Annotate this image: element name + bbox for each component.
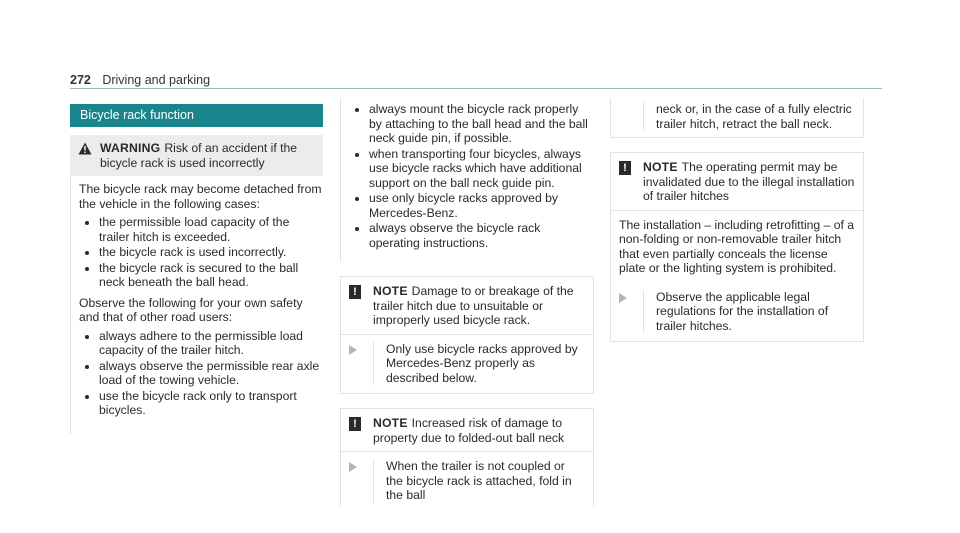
note-header: [341, 277, 593, 335]
rules-list: [79, 329, 323, 418]
section-title: Driving and parking: [102, 73, 211, 87]
note-keyword: NOTE: [373, 284, 408, 298]
header-rule: [70, 88, 882, 89]
note-action: [611, 284, 863, 342]
rules-continued: [340, 98, 594, 262]
column-3: [610, 98, 864, 342]
bullet-icon: [85, 267, 89, 271]
observe-paragraph: Observe the following for your own safety and that of other road users:: [79, 295, 303, 324]
note-message: The operating permit may be invalidated due to the illegal installation of trailer hitches: [643, 160, 855, 203]
list-item: use the bicycle rack only to transport bicycles.: [79, 389, 323, 418]
bullet-icon: [85, 251, 89, 255]
note-action-text: Observe the applicable legal regulations for the installation of trailer hitches.: [643, 290, 855, 334]
exclamation-icon: !: [349, 417, 361, 431]
note-action-text: When the trailer is not coupled or the bicycle rack is attached, fold in the ball: [373, 459, 585, 503]
list-item: always observe the permissible rear axle load of the towing vehicle.: [79, 359, 323, 388]
note-keyword: NOTE: [643, 160, 678, 174]
bullet-icon: [355, 197, 359, 201]
cases-list: [79, 215, 323, 290]
list-item: always observe the bicycle rack operating instructions.: [349, 221, 594, 250]
bullet-icon: [85, 221, 89, 225]
warning-box: [70, 135, 323, 176]
arrow-right-icon: [349, 344, 361, 386]
note-body: [611, 211, 863, 284]
list-item: the bicycle rack is secured to the ball neck beneath the ball head.: [79, 261, 323, 290]
list-item: use only bicycle racks approved by Mercedes-Benz.: [349, 191, 594, 220]
note-box: [340, 276, 594, 394]
list-item: the bicycle rack is used incorrectly.: [79, 245, 323, 260]
bullet-icon: [355, 227, 359, 231]
note-box: [340, 408, 594, 507]
warning-text: [100, 141, 315, 170]
list-item: when transporting four bicycles, always use bicycle racks which have additional support on the ball neck guide pin.: [349, 147, 594, 191]
list-item: always adhere to the permissible load capacity of the trailer hitch.: [79, 329, 323, 358]
warning-body: [70, 176, 323, 434]
page-number: 272: [70, 73, 91, 87]
list-item: the permissible load capacity of the trailer hitch is exceeded.: [79, 215, 323, 244]
note-header: [341, 409, 593, 452]
intro-paragraph: The bicycle rack may become detached from the vehicle in the following cases:: [79, 182, 322, 211]
arrow-right-icon: [349, 461, 361, 503]
bullet-icon: [85, 395, 89, 399]
note-keyword: NOTE: [373, 416, 408, 430]
warning-message: Risk of an accident if the bicycle rack is used incorrectly: [100, 141, 298, 170]
rules-list-continued: [349, 102, 594, 250]
exclamation-icon: !: [619, 161, 631, 175]
bullet-icon: [85, 365, 89, 369]
bullet-icon: [355, 153, 359, 157]
note-action: [341, 335, 593, 394]
note-message: Damage to or breakage of the trailer hitch due to unsuitable or improperly used bicycle rack.: [373, 284, 574, 327]
bullet-icon: [355, 108, 359, 112]
continued-action-text: neck or, in the case of a fully electric trailer hitch, retract the ball neck.: [643, 102, 855, 131]
column-1: [70, 104, 323, 434]
column-2: [340, 98, 594, 507]
warning-triangle-icon: [78, 142, 94, 170]
note-action-text: Only use bicycle racks approved by Mercedes-Benz properly as described below.: [373, 342, 585, 386]
note-header: [611, 153, 863, 211]
page-header: [70, 73, 210, 87]
exclamation-icon: !: [349, 285, 361, 299]
continued-action: [610, 98, 864, 138]
warning-keyword: WARNING: [100, 141, 161, 155]
list-item: always mount the bicycle rack properly by attaching to the ball head and the ball neck guide pin, if possible.: [349, 102, 594, 146]
arrow-right-icon: [619, 292, 631, 334]
note-message: Increased risk of damage to property due to folded-out ball neck: [373, 416, 565, 445]
note-box: [610, 152, 864, 342]
section-heading: Bicycle rack function: [70, 104, 323, 127]
bullet-icon: [85, 335, 89, 339]
note-body-text: The installation – including retrofitting – of a non-folding or non-removable trailer hitch that even partially conceals the license plate or the lighting system is prohibited.: [619, 217, 855, 275]
note-action: [341, 452, 593, 507]
